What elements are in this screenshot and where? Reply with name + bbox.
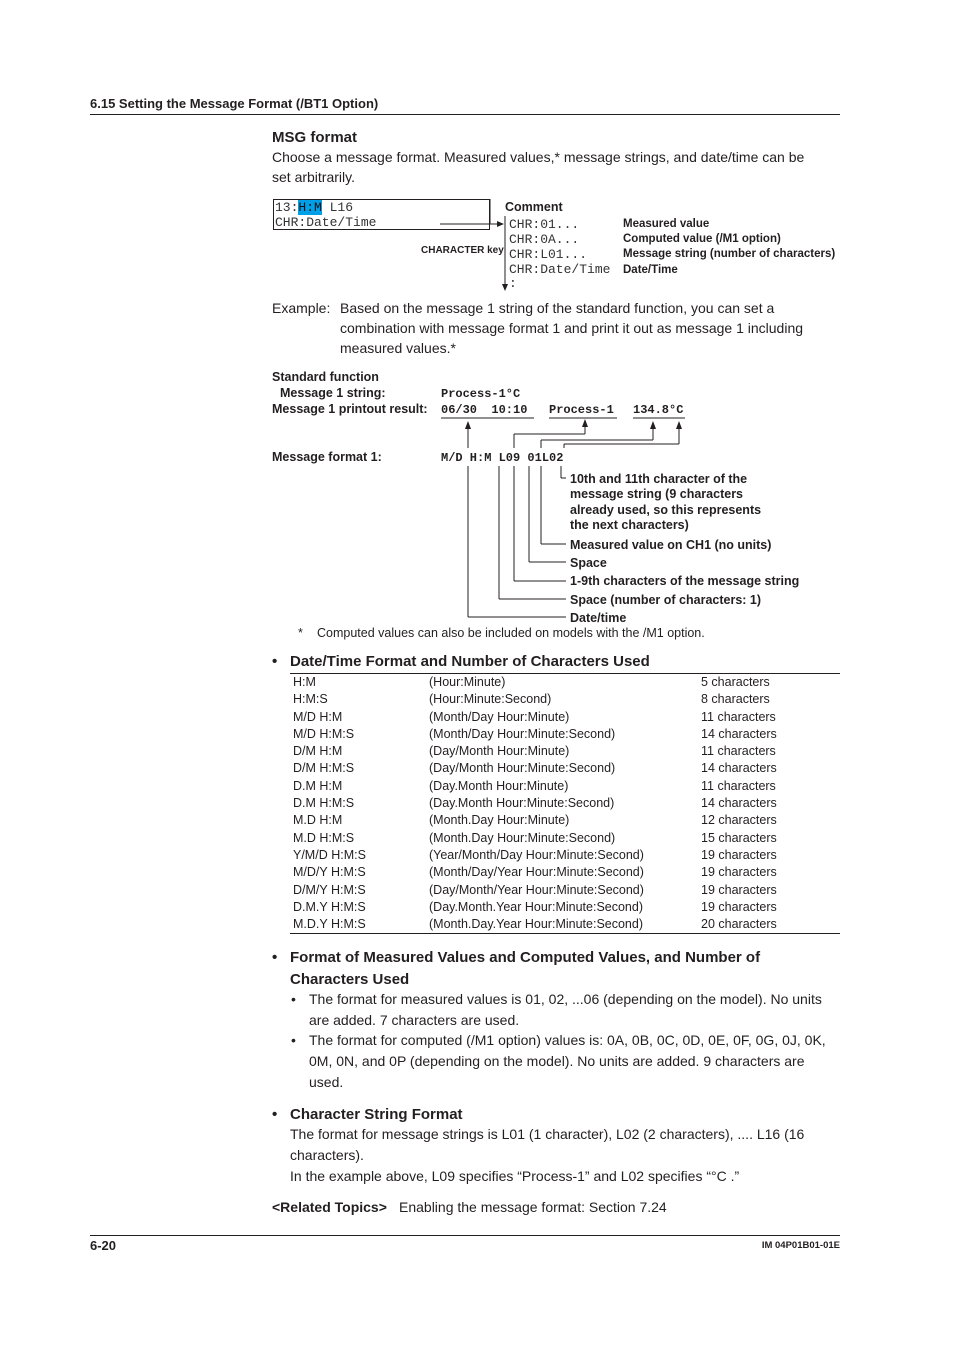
- msg-format1-value: M/D H:M L09 01L02: [441, 451, 564, 465]
- format-description: (Day.Month Hour:Minute): [429, 778, 569, 793]
- format-code: M.D H:M:S: [293, 830, 355, 845]
- footnote-text: Computed values can also be included on models with the /M1 option.: [317, 626, 705, 640]
- table-row: [290, 864, 840, 881]
- option-code-1: CHR:01...: [509, 217, 580, 232]
- character-count: 8 characters: [701, 692, 770, 707]
- comment-label: Comment: [505, 200, 563, 214]
- format-code: Y/M/D H:M:S: [293, 847, 366, 862]
- printout-value: 134.8°C: [633, 403, 684, 417]
- table-row: [290, 726, 840, 743]
- string-line-1: The format for message strings is L01 (1 character), L02 (2 characters), .... L16 (16: [290, 1126, 805, 1142]
- measured-bullet: •: [272, 949, 278, 966]
- lcd-cursor-highlight: H:M: [298, 200, 322, 215]
- msg1-string-label: Message 1 string:: [280, 386, 386, 400]
- lcd-line-1: 13:H:M L16: [275, 200, 354, 215]
- format-description: (Hour:Minute:Second): [429, 692, 552, 707]
- footnote-mark: *: [298, 626, 303, 640]
- format-code: M/D H:M:S: [293, 726, 355, 741]
- datetime-format-table: [290, 673, 840, 934]
- format-description: (Month.Day Hour:Minute): [429, 813, 570, 828]
- character-count: 20 characters: [701, 917, 777, 932]
- format-description: (Month/Day Hour:Minute): [429, 709, 570, 724]
- msg-format-intro-2: set arbitrarily.: [272, 169, 355, 185]
- table-row: [290, 795, 840, 812]
- format-code: D/M H:M: [293, 744, 343, 759]
- character-count: 14 characters: [701, 761, 777, 776]
- format-code: M/D H:M: [293, 709, 343, 724]
- measured-item2-line3: used.: [309, 1074, 344, 1090]
- table-row: [290, 778, 840, 795]
- format-description: (Day.Month.Year Hour:Minute:Second): [429, 899, 643, 914]
- annotation-10th-11th-line-1: 10th and 11th character of the: [570, 472, 748, 486]
- annotation-10th-11th-line-2: message string (9 characters: [570, 487, 744, 501]
- character-count: 19 characters: [701, 847, 777, 862]
- table-row: [290, 743, 840, 760]
- example-line-1: Based on the message 1 string of the standard function, you can set a: [340, 300, 775, 316]
- format-code: D.M H:M: [293, 778, 343, 793]
- character-count: 11 characters: [701, 744, 776, 759]
- format-code: M.D H:M: [293, 813, 343, 828]
- measured-section-title-2: Characters Used: [290, 971, 410, 988]
- character-count: 11 characters: [701, 709, 776, 724]
- option-desc-4: Date/Time: [623, 264, 678, 276]
- measured-sub-bullet-2: •: [291, 1032, 296, 1048]
- page-number: 6-20: [90, 1238, 117, 1253]
- format-code: H:M: [293, 675, 316, 689]
- document-id: IM 04P01B01-01E: [761, 1240, 840, 1251]
- table-row: [290, 760, 840, 777]
- character-count: 14 characters: [701, 726, 777, 741]
- measured-item1-line2: are added. 7 characters are used.: [309, 1012, 520, 1028]
- related-topics-text: Enabling the message format: Section 7.24: [399, 1199, 667, 1215]
- annotation-space-count: Space (number of characters: 1): [570, 593, 762, 607]
- annotation-message-chars: 1-9th characters of the message string: [570, 574, 800, 588]
- format-description: (Day/Month Hour:Minute:Second): [429, 761, 616, 776]
- option-code-4: CHR:Date/Time: [509, 262, 611, 277]
- measured-sub-bullet-1: •: [291, 991, 296, 1007]
- format-description: (Month/Day/Year Hour:Minute:Second): [429, 865, 644, 880]
- option-ellipsis: :: [509, 276, 517, 291]
- format-code: M.D.Y H:M:S: [293, 917, 366, 932]
- format-description: (Hour:Minute): [429, 675, 506, 689]
- printout-date: 06/30 10:10: [441, 403, 528, 417]
- character-count: 5 characters: [701, 675, 770, 689]
- string-line-2: characters).: [290, 1147, 364, 1163]
- table-row: [290, 674, 840, 692]
- option-desc-1: Measured value: [623, 218, 710, 230]
- format-code: H:M:S: [293, 692, 328, 707]
- character-count: 19 characters: [701, 899, 777, 914]
- character-count: 11 characters: [701, 778, 776, 793]
- annotation-date-time: Date/time: [570, 611, 627, 625]
- measured-item1-line1: The format for measured values is 01, 02, ...06 (depending on the model). No units: [309, 991, 822, 1007]
- character-count: 12 characters: [701, 813, 777, 828]
- string-line-3: In the example above, L09 specifies “Process-1” and L02 specifies “°C .”: [290, 1168, 740, 1184]
- table-row: [290, 899, 840, 916]
- msg-format-heading: MSG format: [272, 129, 358, 146]
- format-code: D.M H:M:S: [293, 796, 355, 811]
- table-row: [290, 847, 840, 864]
- string-section-title: Character String Format: [290, 1106, 463, 1123]
- table-row: [290, 691, 840, 708]
- datetime-bullet: •: [272, 653, 278, 670]
- example-line-2: combination with message format 1 and print it out as message 1 including: [340, 320, 804, 336]
- option-desc-3: Message string (number of characters): [623, 248, 836, 260]
- table-row: [290, 709, 840, 726]
- annotation-space: Space: [570, 556, 607, 570]
- format-description: (Day/Month/Year Hour:Minute:Second): [429, 882, 644, 897]
- annotation-10th-11th-line-4: the next characters): [570, 518, 689, 532]
- standard-function-label: Standard function: [272, 370, 379, 384]
- option-code-2: CHR:0A...: [509, 232, 580, 247]
- character-count: 19 characters: [701, 882, 777, 897]
- measured-item2-line1: The format for computed (/M1 option) values is: 0A, 0B, 0C, 0D, 0E, 0F, 0G, 0J, 0K,: [309, 1032, 826, 1048]
- format-description: (Month.Day.Year Hour:Minute:Second): [429, 917, 643, 932]
- example-label: Example:: [272, 300, 331, 316]
- table-row: [290, 830, 840, 847]
- section-header: 6.15 Setting the Message Format (/BT1 Option): [90, 96, 379, 111]
- format-description: (Year/Month/Day Hour:Minute:Second): [429, 847, 644, 862]
- lcd-line-2: CHR:Date/Time: [275, 215, 377, 230]
- measured-item2-line2: 0M, 0N, and 0P (depending on the model). No units are added. 9 characters are: [309, 1053, 805, 1069]
- character-key-label: CHARACTER key: [421, 245, 504, 256]
- format-description: (Day.Month Hour:Minute:Second): [429, 796, 615, 811]
- msg1-string-value: Process-1°C: [441, 387, 521, 401]
- datetime-section-title: Date/Time Format and Number of Characters Used: [290, 653, 650, 670]
- string-bullet: •: [272, 1106, 278, 1123]
- msg1-printout-label: Message 1 printout result:: [272, 402, 428, 416]
- format-description: (Month.Day Hour:Minute:Second): [429, 830, 616, 845]
- format-description: (Month/Day Hour:Minute:Second): [429, 726, 616, 741]
- annotation-10th-11th-line-3: already used, so this represents: [570, 503, 762, 517]
- annotation-measured-value: Measured value on CH1 (no units): [570, 538, 772, 552]
- character-count: 15 characters: [701, 830, 777, 845]
- example-line-3: measured values.*: [340, 340, 456, 356]
- table-row: [290, 916, 840, 934]
- option-desc-2: Computed value (/M1 option): [623, 233, 781, 245]
- footer-rule: [90, 1235, 840, 1236]
- msg-format-intro-1: Choose a message format. Measured values,* message strings, and date/time can be: [272, 149, 805, 165]
- character-count: 14 characters: [701, 796, 777, 811]
- related-topics-label: <Related Topics>: [272, 1199, 387, 1215]
- character-count: 19 characters: [701, 865, 777, 880]
- msg-format1-label: Message format 1:: [272, 450, 382, 464]
- format-code: M/D/Y H:M:S: [293, 865, 366, 880]
- table-row: [290, 812, 840, 829]
- format-code: D.M.Y H:M:S: [293, 899, 366, 914]
- format-description: (Day/Month Hour:Minute): [429, 744, 570, 759]
- table-row: [290, 882, 840, 899]
- option-code-3: CHR:L01...: [509, 247, 588, 262]
- format-code: D/M/Y H:M:S: [293, 882, 366, 897]
- format-code: D/M H:M:S: [293, 761, 355, 776]
- printout-msg: Process-1: [549, 403, 614, 417]
- measured-section-title-1: Format of Measured Values and Computed Values, and Number of: [290, 949, 761, 966]
